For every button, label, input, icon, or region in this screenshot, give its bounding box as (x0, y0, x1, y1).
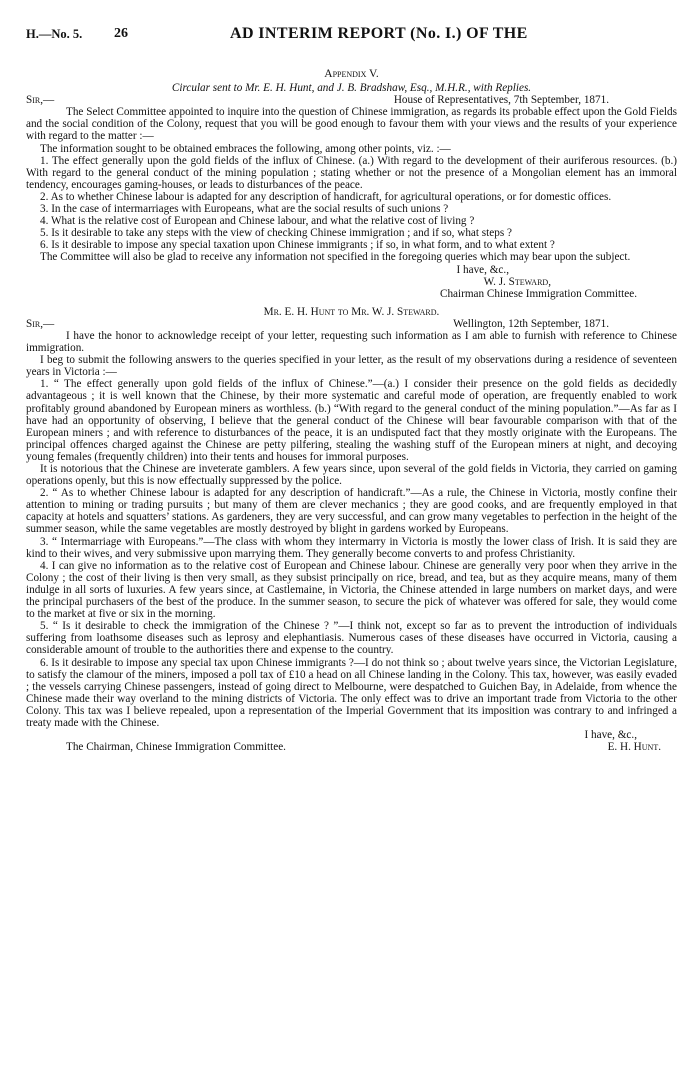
parliamentary-paper-ref: H.—No. 5. (26, 27, 83, 41)
letter2-dateline (26, 318, 677, 330)
letter1-paragraph: 1. The effect generally upon the gold fields of the influx of Chinese. (a.) With regard to the development of their auriferous resources. (b.) With regard to the general conduct of the mining population ; stating whether or not the presence of a Mongolian element has an immoral tendency, encourages gaming-houses, or leads to disturbances of the peace. (26, 154, 677, 191)
letter1-paragraph: 2. As to whether Chinese labour is adapted for any description of handicraft, for agricultural operations, or for domestic offices. (40, 190, 612, 203)
letter2-closing: I have, &c., (584, 729, 637, 742)
letter2-paragraph: 1. “ The effect generally upon gold fields of the influx of Chinese.”—(a.) I consider their presence on the gold fields as decidedly advantageous ; it is well known that the Chinese, by their more systematic and careful mode of operation, are frequently enabled to work profitably ground abandoned by European miners as worthless. (b.) “With regard to the general conduct of the mining population.”—As far as I have had an opportunity of observing, I believe that the general conduct of the Chinese will bear favourable comparison with that of the European miners ; and with reference to disturbances of the peace, it is an undisputed fact that they mostly originate with the Europeans. The principal offences charged against the Chinese are petty pilfering, stealing the washing stuff of the European miners at night, and decoying young females (frequently children) into their tents and houses for immoral purposes. (26, 378, 677, 463)
letter2-paragraph: 4. I can give no information as to the relative cost of European and Chinese labour. Chinese are generally very poor when they arrive in the Colony ; the cost of their living is then very small, as they subsist principally on rice, bread, and tea, but as they acquire means, many of them indulge in all sorts of luxuries. A few years since, at Castlemaine, in Victoria, the Chinese attended in large numbers on market days, and were the principal purchasers of the best of the produce. In the summer season, to secure the pick of whatever was offered for sale, they would come to the market at five or six in the morning. (26, 559, 677, 621)
letter1-salutation: Sir,— (26, 94, 55, 107)
letter2-signatory: E. H. Hunt. (607, 741, 661, 754)
letter2-heading: Mr. E. H. Hunt to Mr. W. J. Steward. (263, 305, 440, 318)
letter1-signatory: W. J. Steward, (483, 275, 551, 288)
letter2-addressee: The Chairman, Chinese Immigration Committee. (66, 741, 286, 754)
letter1-dateline (26, 94, 677, 106)
circular-heading: Circular sent to Mr. E. H. Hunt, and J. B. Bradshaw, Esq., M.H.R., with Replies. (171, 82, 532, 95)
appendix-title: Appendix V. (324, 68, 379, 80)
letter2-paragraph: 2. “ As to whether Chinese labour is adapted for any description of handicraft.”—As a rule, the Chinese in Victoria, mostly confine their attention to mining or trading pursuits ; but many of them are clever mechanics ; they are good cooks, and are frequently employed in that capacity at hotels and squatters’ stations. As gardeners, they are very successful, and can grow many vegetables to perfection in the height of the summer season, while the same vegetables are mostly destroyed by blight in gardens worked by Europeans. (26, 487, 677, 536)
document-page (26, 25, 677, 754)
letter2-place-date: Wellington, 12th September, 1871. (453, 317, 609, 330)
letter2-paragraph: It is notorious that the Chinese are inveterate gamblers. A few years since, upon several of the gold fields in Victoria, they carried on gaming operations openly, but this is now effectually suppressed by the police. (26, 463, 677, 488)
letter1-paragraph: 3. In the case of intermarriages with Europeans, what are the social results of such unions ? (40, 203, 449, 216)
letter1-paragraph: The information sought to be obtained embraces the following, among other points, viz. :— (40, 142, 451, 155)
letter1-signatory-title: Chairman Chinese Immigration Committee. (440, 287, 637, 300)
letter1-paragraph: 6. Is it desirable to impose any special taxation upon Chinese immigrants ; if so, in what form, and to what extent ? (40, 239, 555, 252)
letter2-paragraph: 6. Is it desirable to impose any special tax upon Chinese immigrants ?—I do not think so ; about twelve years since, the Victorian Legislature, to satisfy the clamour of the miners, imposed a poll tax of £10 a head on all Chinese landing in the Colony. This tax, however, was easily evaded ; the vessels carrying Chinese passengers, instead of going direct to Melbourne, were despatched to Guichen Bay, in Adelaide, from whence the Chinese made their way overland to the mining districts of Victoria. The only effect was to drive an important trade from Victoria to the other Colony. This tax was I believe repealed, upon a representation of the Imperial Government that its imposition was contrary to and infringed a treaty made with the Chinese. (26, 656, 677, 729)
report-title: AD INTERIM REPORT (No. I.) OF THE (230, 25, 528, 42)
running-header (26, 25, 677, 48)
letter2-paragraph: 5. “ Is it desirable to check the immigration of the Chinese ? ”—I think not, except so far as to prevent the introduction of individuals suffering from loathsome diseases such as leprosy and elephantiasis. Numerous cases of these diseases have occurred in Victoria, causing a considerable amount of trouble to the authorities there and expense to the country. (26, 620, 677, 657)
letter1-paragraph: 5. Is it desirable to take any steps with the view of checking Chinese immigration ; and if so, what steps ? (40, 227, 512, 240)
letter2-paragraph: I beg to submit the following answers to the queries specified in your letter, as the result of my observations during a residence of seventeen years in Victoria :— (26, 354, 677, 379)
letter2-paragraph: 3. “ Intermarriage with Europeans.”—The class with whom they intermarry in Victoria is mostly the lower class of Irish. It is said they are kind to their wives, and very submissive upon marrying them. They generally become converts to and profess Christianity. (26, 535, 677, 560)
page-number: 26 (114, 26, 128, 41)
letter1-place-date: House of Representatives, 7th September, 1871. (393, 94, 609, 107)
letter1-closing: I have, &c., (456, 263, 509, 276)
letter2-salutation: Sir,— (26, 317, 55, 330)
letter2-footer (26, 741, 677, 753)
letter2-paragraph: I have the honor to acknowledge receipt of your letter, requesting such information as I am able to furnish with reference to Chinese immigration. (26, 329, 677, 355)
letter1-paragraph: 4. What is the relative cost of European and Chinese labour, and what the relative cost of living ? (40, 215, 475, 228)
letter1-paragraph: The Select Committee appointed to inquire into the question of Chinese immigration, as regards its probable effect upon the Gold Fields and the social condition of the Colony, request that you will be good enough to favour them with your views and the results of your experience with regard to the matter :— (26, 106, 677, 143)
letter1-paragraph: The Committee will also be glad to receive any information not specified in the foregoing queries which may bear upon the subject. (40, 251, 631, 264)
